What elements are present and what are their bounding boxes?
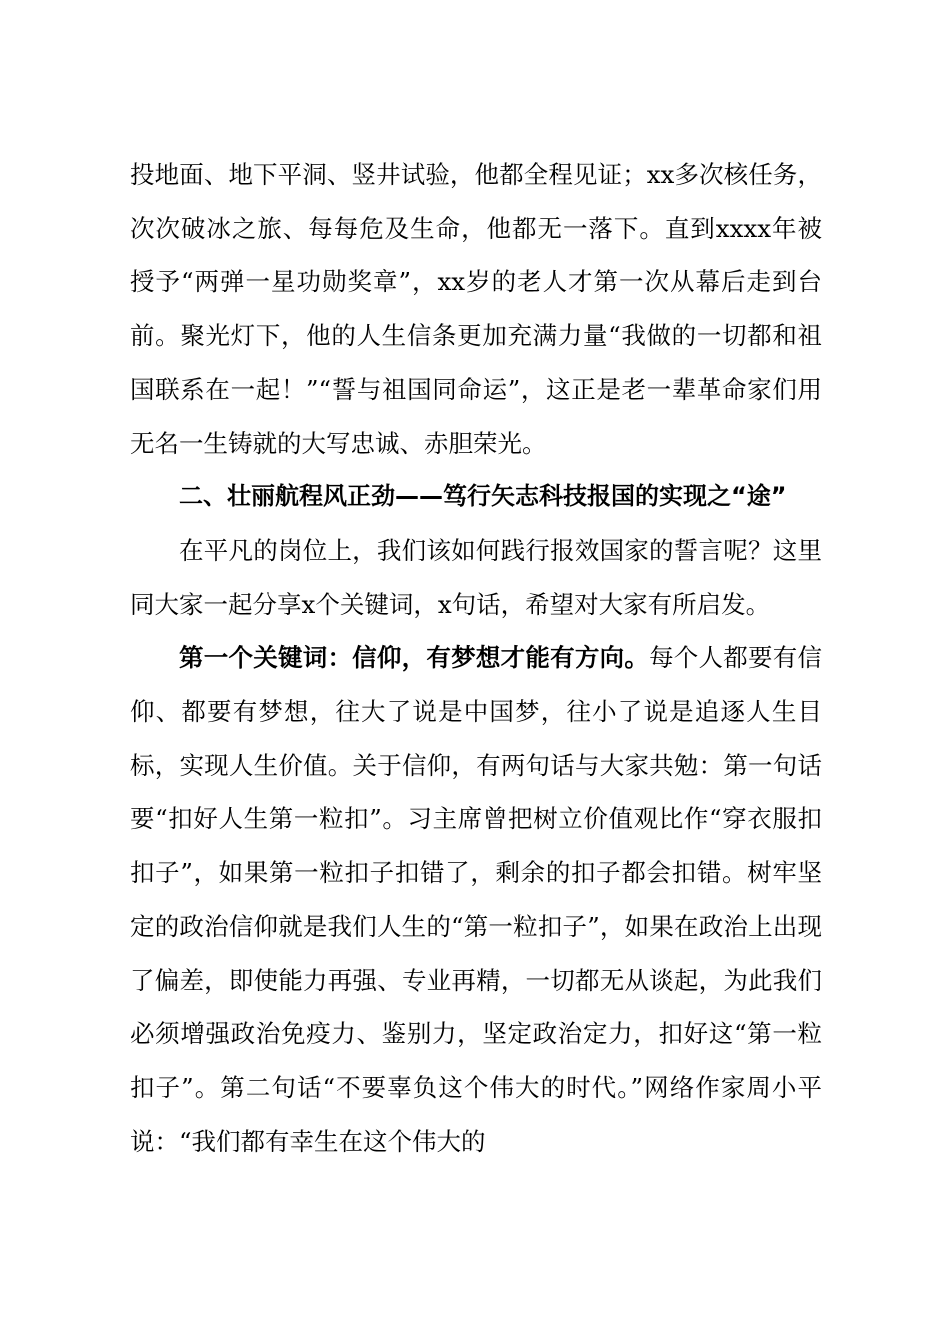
paragraph-continuation: 投地面、地下平洞、竖井试验，他都全程见证；xx多次核任务，次次破冰之旅、每每危及生命，他都无一落下。直到xxxx年被授予“两弹一星功勋奖章”，xx岁的老人才第一次从幕后走到台前。聚光灯下，他的人生信条更加充满力量“我做的一切都和祖国联系在一起！”“誓与祖国同命运”，这正是老一辈革命家们用无名一生铸就的大写忠诚、赤胆荣光。 xyxy=(130,160,822,458)
section-heading: 二、壮丽航程风正劲——笃行矢志科技报国的实现之“途” xyxy=(179,482,787,511)
keyword-lead: 第一个关键词：信仰，有梦想才能有方向。 xyxy=(179,643,650,673)
keyword-body: 每个人都要有信仰、都要有梦想，往大了说是中国梦，往小了说是追逐人生目标，实现人生价值。关于信仰，有两句话与大家共勉：第一句话要“扣好人生第一粒扣”。习主席曾把树立价值观比作“穿衣服扣扣子”，如果第一粒扣子扣错了，剩余的扣子都会扣错。树牢坚定的政治信仰就是我们人生的“第一粒扣子”，如果在政治上出现了偏差，即使能力再强、专业再精，一切都无从谈起，为此我们必须增强政治免疫力、鉴别力，坚定政治定力，扣好这“第一粒扣子”。第二句话“不要辜负这个伟大的时代。”网络作家周小平说：“我们都有幸生在这个伟大的 xyxy=(130,643,823,1156)
paragraph-intro: 在平凡的岗位上，我们该如何践行报效国家的誓言呢？这里同大家一起分享x个关键词，x句话，希望对大家有所启发。 xyxy=(130,535,822,619)
document-body xyxy=(130,148,822,1168)
paragraph-keyword-one xyxy=(130,631,822,1168)
